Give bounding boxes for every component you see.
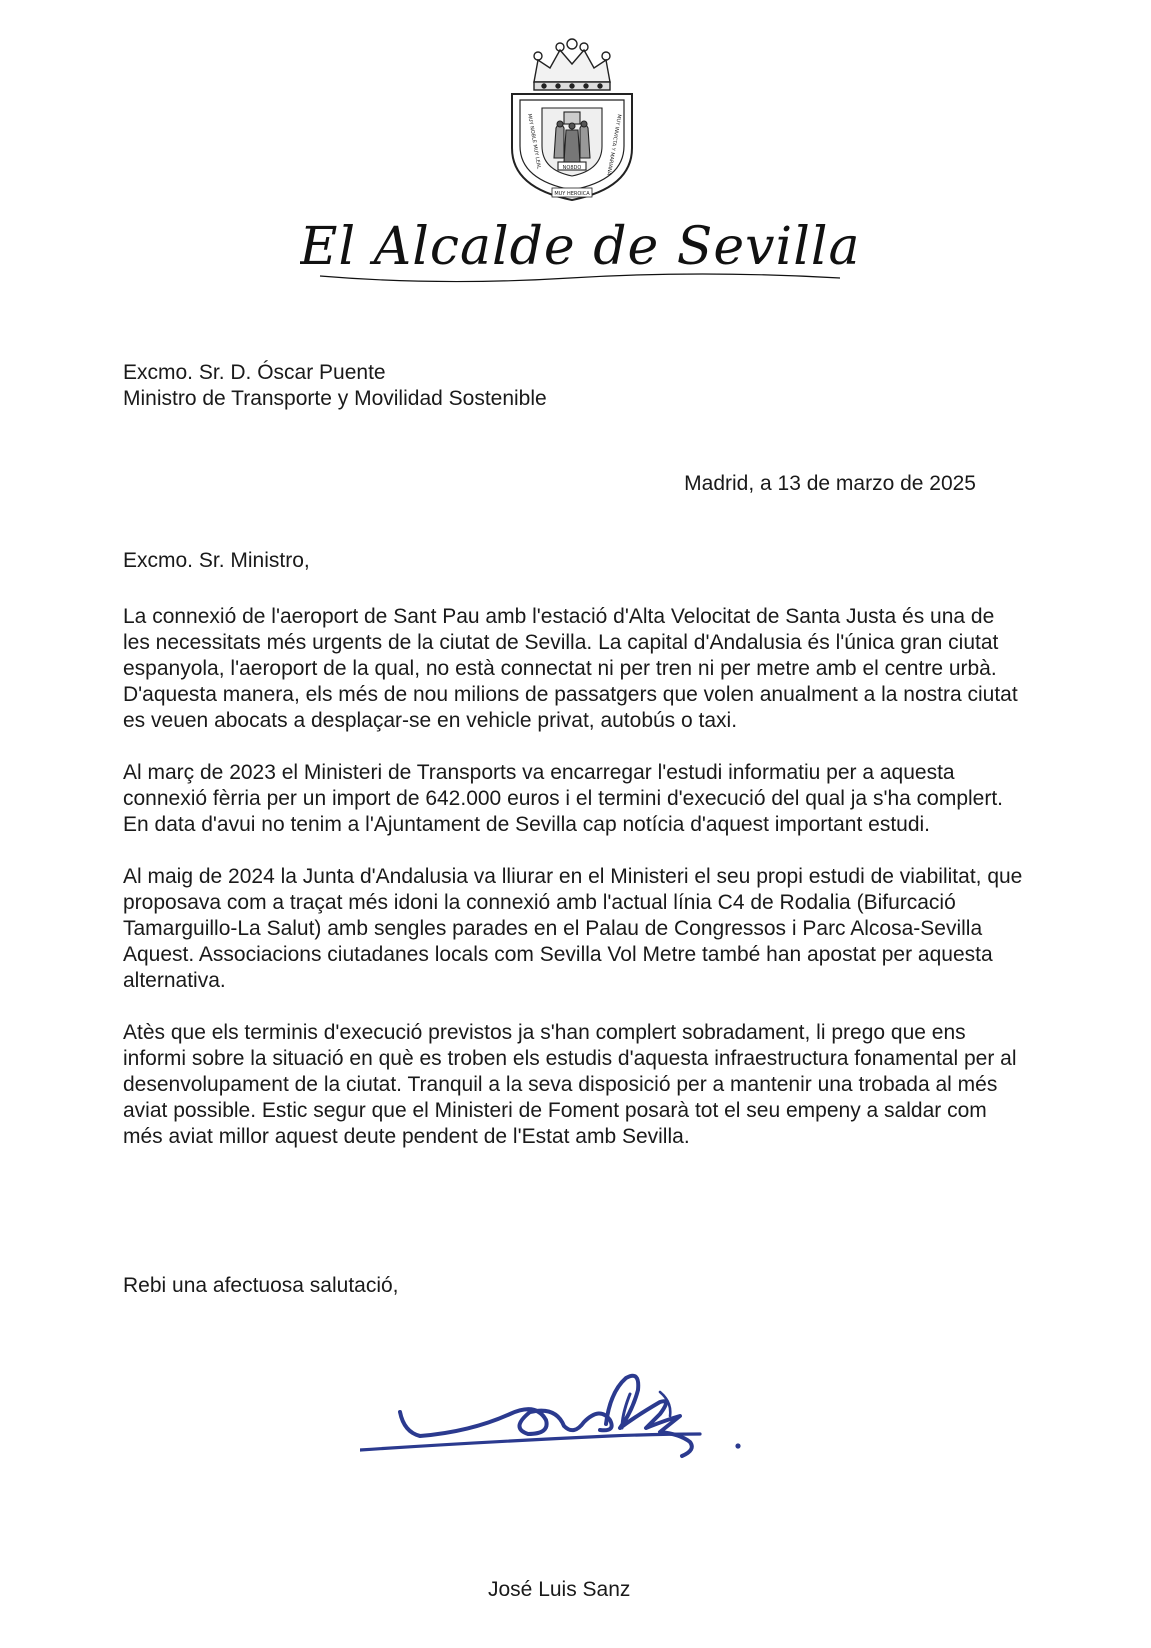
recipient-name: Excmo. Sr. D. Óscar Puente <box>123 361 386 384</box>
crest-banner: MUY HEROICA <box>554 191 590 197</box>
recipient-block <box>123 360 547 412</box>
closing: Rebi una afectuosa salutació, <box>123 1274 399 1297</box>
letter-body <box>123 604 1023 1176</box>
letterhead-title-text: El Alcalde de Sevilla <box>300 217 860 277</box>
recipient-title: Ministro de Transporte y Movilidad Sostenible <box>123 387 547 410</box>
letterhead-title <box>300 212 860 292</box>
handwritten-signature <box>360 1372 790 1512</box>
paragraph-4: Atès que els terminis d'execució previstos ja s'han complert sobradament, li prego que ens informi sobre la situació en què es troben els estudis d'aquesta infraestructura fonamental per al desenvolupament de la ciutat. Tranquil a la seva disposició per a mantenir una trobada al més aviat possible. Estic segur que el Ministeri de Foment posarà tot el seu empeny a saldar com més aviat millor aquest deute pendent de l'Estat amb Sevilla. <box>123 1021 1017 1148</box>
letter-date: Madrid, a 13 de marzo de 2025 <box>684 472 976 495</box>
crest-motto: NO8DO <box>562 165 582 171</box>
salutation: Excmo. Sr. Ministro, <box>123 549 310 572</box>
crest-side-right: MUY INVICTA Y MARIANA <box>605 113 622 176</box>
sevilla-crest-logo <box>504 38 640 204</box>
crest-side-left: MUY NOBLE MUY LEAL <box>526 113 542 170</box>
paragraph-2: Al març de 2023 el Ministeri de Transports va encarregar l'estudi informatiu per a aquesta connexió fèrria per un import de 642.000 euros i el termini d'execució del qual ja s'ha complert. En data d'avui no tenim a l'Ajuntament de Sevilla cap notícia d'aquest important estudi. <box>123 761 1004 836</box>
signer-name: José Luis Sanz <box>488 1578 631 1601</box>
paragraph-1: La connexió de l'aeroport de Sant Pau amb l'estació d'Alta Velocitat de Santa Justa és una de les necessitats més urgents de la ciutat de Sevilla. La capital d'Andalusia és l'única gran ciutat espanyola, l'aeroport de la qual, no està connectat ni per tren ni per metre amb el centre urbà. D'aquesta manera, els més de nou milions de passatgers que volen anualment a la nostra ciutat es veuen abocats a desplaçar-se en vehicle privat, autobús o taxi. <box>123 605 1018 732</box>
paragraph-3: Al maig de 2024 la Junta d'Andalusia va lliurar en el Ministeri el seu propi estudi de viabilitat, que proposava com a traçat més idoni la connexió amb l'actual línia C4 de Rodalia (Bifurcació Tamarguillo-La Salut) amb sengles parades en el Palau de Congressos i Parc Alcosa-Sevilla Aquest. Associacions ciutadanes locals com Sevilla Vol Metre també han apostat per aquesta alternativa. <box>123 865 1023 992</box>
